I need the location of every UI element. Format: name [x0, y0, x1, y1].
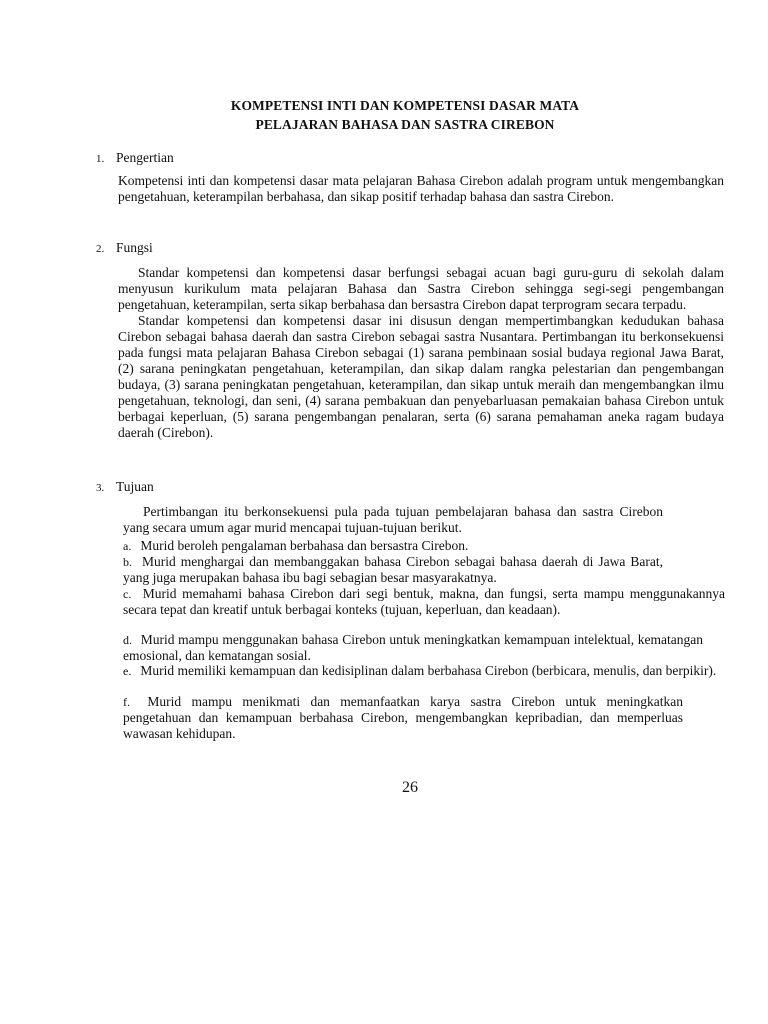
paragraph-text: Pertimbangan itu berkonsekuensi pula pada tujuan pembelajaran bahasa dan sastra Cirebon yang secara umum agar murid mencapai tujuan-tujuan berikut. [123, 504, 663, 535]
section-heading-fungsi [96, 239, 153, 258]
section-title: Tujuan [116, 479, 154, 494]
list-marker: b. [123, 555, 132, 569]
list-item [123, 663, 725, 679]
list-item-text: Murid mampu menggunakan bahasa Cirebon untuk meningkatkan kemampuan intelektual, kematangan emosional, dan kematangan sosial. [123, 632, 703, 663]
list-item [123, 586, 725, 618]
list-item-text: Murid mampu menikmati dan memanfaatkan karya sastra Cirebon untuk meningkatkan pengetahuan dan kemampuan berbahasa Cirebon, mengembangkan kepribadian, dan memperluas wawasan kehidupan. [123, 694, 684, 741]
list-item [123, 538, 725, 554]
list-marker: c. [123, 587, 132, 601]
section-paragraph [118, 173, 724, 205]
paragraph-text: Kompetensi inti dan kompetensi dasar mata pelajaran Bahasa Cirebon adalah program untuk mengembangkan pengetahuan, keterampilan berbahasa, dan sikap positif terhadap bahasa dan sastra Cirebon. [118, 173, 724, 204]
list-marker: e. [123, 664, 132, 678]
list-item-text: Murid menghargai dan membanggakan bahasa Cirebon sebagai bahasa daerah di Jawa Barat, yang juga merupakan bahasa ibu bagi sebagian besar masyarakatnya. [123, 554, 663, 585]
title-line-2: PELAJARAN BAHASA DAN SASTRA CIREBON [255, 117, 555, 132]
section-heading-tujuan [96, 478, 154, 497]
section-number: 3. [96, 482, 105, 494]
section-title: Fungsi [116, 240, 153, 255]
section-title: Pengertian [116, 150, 174, 165]
section-heading-pengertian [96, 149, 174, 168]
list-item-text: Murid memahami bahasa Cirebon dari segi bentuk, makna, dan fungsi, serta mampu menggunakannya secara tepat dan kreatif untuk berbagai konteks (tujuan, keperluan, dan keadaan). [123, 586, 726, 617]
document-title [120, 96, 690, 134]
paragraph-text: Standar kompetensi dan kompetensi dasar ini disusun dengan mempertimbangkan kedudukan bahasa Cirebon sebagai bahasa daerah dan sastra Cirebon sebagai sastra Nusantara. Pertimbangan itu berkonsekuensi pada fungsi mata pelajaran Bahasa Cirebon sebagai (1) sarana pembinaan sosial budaya regional Jawa Barat, (2) sarana peningkatan pengetahuan, keterampilan, dan sikap dalam rangka pelestarian dan pengembangan budaya, (3) sarana peningkatan pengetahuan, keterampilan, dan sikap untuk meraih dan mengembangkan ilmu pengetahuan, teknologi, dan seni, (4) sarana pembakuan dan penyebarluasan pemakaian bahasa Cirebon untuk berbagai keperluan, (5) sarana pengembangan penalaran, serta (6) sarana pemahaman aneka ragam budaya daerah (Cirebon). [118, 313, 724, 440]
list-marker: d. [123, 633, 132, 647]
list-item [123, 694, 683, 742]
list-marker: a. [123, 539, 132, 553]
paragraph-text: Standar kompetensi dan kompetensi dasar berfungsi sebagai acuan bagi guru-guru di sekolah dalam menyusun kurikulum mata pelajaran Bahasa dan Sastra Cirebon sehingga segi-segi pengembangan pengetahuan, keterampilan, serta sikap berbahasa dan bersastra Cirebon dapat terprogram secara terpadu. [118, 265, 724, 312]
list-item-text: Murid beroleh pengalaman berbahasa dan bersastra Cirebon. [140, 538, 469, 553]
list-marker: f. [123, 695, 130, 709]
section-paragraph [118, 265, 724, 441]
section-number: 2. [96, 243, 105, 255]
list-item-text: Murid memiliki kemampuan dan kedisiplinan dalam berbahasa Cirebon (berbicara, menulis, dan berpikir). [140, 663, 717, 678]
title-line-1: KOMPETENSI INTI DAN KOMPETENSI DASAR MATA [230, 98, 580, 113]
page-number: 26 [402, 779, 418, 796]
section-number: 1. [96, 153, 105, 165]
list-item [123, 632, 703, 664]
section-intro [123, 504, 663, 536]
list-item [123, 554, 663, 586]
